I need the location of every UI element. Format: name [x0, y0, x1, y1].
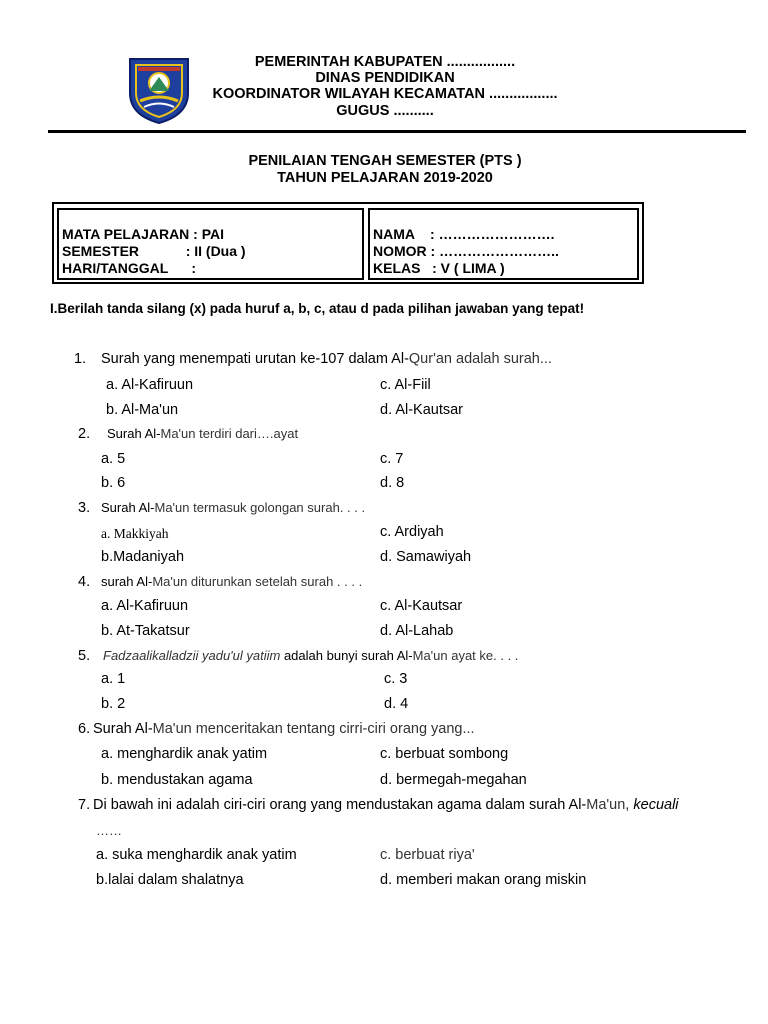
question-2-option-c[interactable]: c. 7 [380, 451, 404, 467]
question-2-option-d[interactable]: d. 8 [380, 475, 405, 491]
question-5-option-d[interactable]: d. 4 [384, 696, 409, 712]
name-field: NAMA : ……………………. [373, 226, 555, 242]
header-line-3: KOORDINATOR WILAYAH KECAMATAN ................. [212, 86, 558, 102]
question-3-option-b[interactable]: b.Madaniyah [101, 549, 185, 565]
question-1-option-b[interactable]: b. Al-Ma'un [106, 402, 179, 418]
question-1-text: Surah yang menempati urutan ke-107 dalam Al-Qur'an adalah surah... [101, 351, 552, 367]
number-field: NOMOR : …………………….. [373, 243, 559, 259]
question-6-text: Surah Al-Ma'un menceritakan tentang cirri-ciri orang yang... [93, 721, 475, 737]
question-4-option-b[interactable]: b. At-Takatsur [101, 623, 190, 639]
question-1-number: 1. [74, 351, 87, 367]
header-line-4: GUGUS .......... [336, 103, 434, 119]
question-6-number: 6. [78, 721, 91, 737]
class-field: KELAS : V ( LIMA ) [373, 260, 505, 276]
academic-year: TAHUN PELAJARAN 2019-2020 [277, 170, 493, 186]
question-3-text: Surah Al-Ma'un termasuk golongan surah. . . . [101, 500, 366, 515]
question-5-option-b[interactable]: b. 2 [101, 696, 126, 712]
question-3-option-d[interactable]: d. Samawiyah [380, 549, 472, 565]
question-1-option-a[interactable]: a. Al-Kafiruun [106, 377, 194, 393]
header-line-1: PEMERINTAH KABUPATEN ................. [254, 54, 516, 70]
header-line-2: DINAS PENDIDIKAN [315, 70, 455, 86]
exam-title: PENILAIAN TENGAH SEMESTER (PTS ) [248, 153, 522, 169]
question-1-option-d[interactable]: d. Al-Kautsar [380, 402, 464, 418]
question-7-option-b[interactable]: b.lalai dalam shalatnya [96, 872, 244, 888]
question-7-option-d[interactable]: d. memberi makan orang miskin [380, 872, 587, 888]
question-4-option-a[interactable]: a. Al-Kafiruun [101, 598, 189, 614]
question-2-text: Surah Al-Ma'un terdiri dari….ayat [107, 426, 299, 441]
question-5-text: Fadzaalikalladzii yadu'ul yatiim adalah bunyi surah Al-Ma'un ayat ke. . . . [103, 648, 519, 663]
question-5-option-c[interactable]: c. 3 [384, 671, 408, 687]
question-7-option-a[interactable]: a. suka menghardik anak yatim [96, 847, 297, 863]
question-6-option-c[interactable]: c. berbuat sombong [380, 746, 509, 762]
question-4-option-d[interactable]: d. Al-Lahab [380, 623, 454, 639]
question-4-number: 4. [78, 574, 91, 590]
question-6-option-d[interactable]: d. bermegah-megahan [380, 772, 527, 788]
question-5-number: 5. [78, 648, 91, 664]
question-7-text: Di bawah ini adalah ciri-ciri orang yang mendustakan agama dalam surah Al-Ma'un, kecuali [93, 797, 679, 813]
question-2-number: 2. [78, 426, 91, 442]
question-3-number: 3. [78, 500, 91, 516]
question-3-option-a[interactable]: a. Makkiyah [101, 526, 169, 541]
question-6-option-a[interactable]: a. menghardik anak yatim [101, 746, 268, 762]
question-7-option-c[interactable]: c. berbuat riya' [380, 847, 475, 863]
date-field: HARI/TANGGAL : [62, 260, 197, 276]
question-2-option-a[interactable]: a. 5 [101, 451, 126, 467]
question-1-option-c[interactable]: c. Al-Fiil [380, 377, 431, 393]
instruction-text: I.Berilah tanda silang (x) pada huruf a, b, c, atau d pada pilihan jawaban yang tepat! [50, 301, 585, 316]
question-3-option-c[interactable]: c. Ardiyah [380, 524, 444, 540]
question-4-option-c[interactable]: c. Al-Kautsar [380, 598, 463, 614]
question-4-text: surah Al-Ma'un diturunkan setelah surah . . . . [101, 574, 363, 589]
semester-field: SEMESTER : II (Dua ) [62, 243, 246, 259]
subject-field: MATA PELAJARAN : PAI [62, 226, 225, 242]
question-7-number: 7. [78, 797, 91, 813]
question-2-option-b[interactable]: b. 6 [101, 475, 126, 491]
question-5-option-a[interactable]: a. 1 [101, 671, 126, 687]
question-7-continuation: …… [96, 823, 122, 838]
header-divider [48, 130, 746, 133]
question-6-option-b[interactable]: b. mendustakan agama [101, 772, 253, 788]
